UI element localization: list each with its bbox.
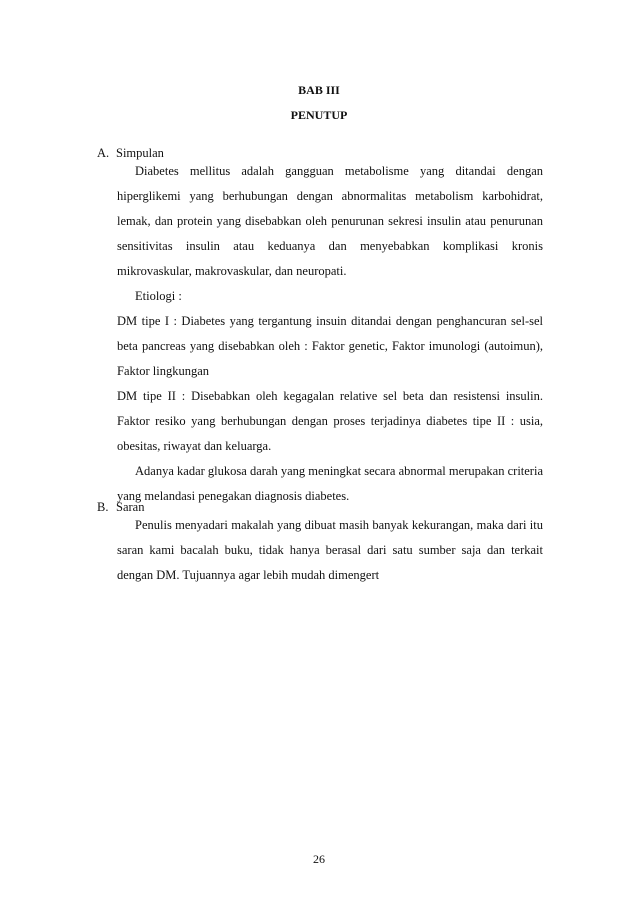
section-b-body xyxy=(117,513,543,588)
page-number: 26 xyxy=(313,852,325,866)
section-a-body xyxy=(117,159,543,509)
paragraph-dm-tipe-1: DM tipe I : Diabetes yang tergantung insuin ditandai dengan penghancuran sel-sel beta pancreas yang disebabkan oleh : Faktor genetic, Faktor imunologi (autoimun), Faktor lingkungan xyxy=(117,314,543,378)
chapter-number: BAB III xyxy=(298,83,340,97)
etiologi-label: Etiologi : xyxy=(135,289,182,303)
section-a-title: Simpulan xyxy=(116,146,164,160)
paragraph-saran: Penulis menyadari makalah yang dibuat masih banyak kekurangan, maka dari itu saran kami bacalah buku, tidak hanya berasal dari satu sumber saja dan terkait dengan DM. Tujuannya agar lebih mudah dimengert xyxy=(117,518,543,582)
paragraph-dm-tipe-2: DM tipe II : Disebabkan oleh kegagalan relative sel beta dan resistensi insulin. Faktor resiko yang berhubungan dengan proses terjadinya diabetes tipe II : usia, obesitas, riwayat dan keluarga. xyxy=(117,389,543,453)
section-b-label: B. xyxy=(97,500,109,514)
paragraph-diagnosis: Adanya kadar glukosa darah yang meningkat secara abnormal merupakan criteria yang melandasi penegakan diagnosis diabetes. xyxy=(117,464,543,503)
section-a-label: A. xyxy=(97,146,110,160)
paragraph-definition: Diabetes mellitus adalah gangguan metabolisme yang ditandai dengan hiperglikemi yang berhubungan dengan abnormalitas metabolism karbohidrat, lemak, dan protein yang disebabkan oleh penurunan sekresi insulin atau penurunan sensitivitas insulin atau keduanya dan menyebabkan komplikasi kronis mikrovaskular, makrovaskular, dan neuropati. xyxy=(117,164,543,278)
section-b-title: Saran xyxy=(116,500,145,514)
chapter-title: PENUTUP xyxy=(290,108,348,122)
